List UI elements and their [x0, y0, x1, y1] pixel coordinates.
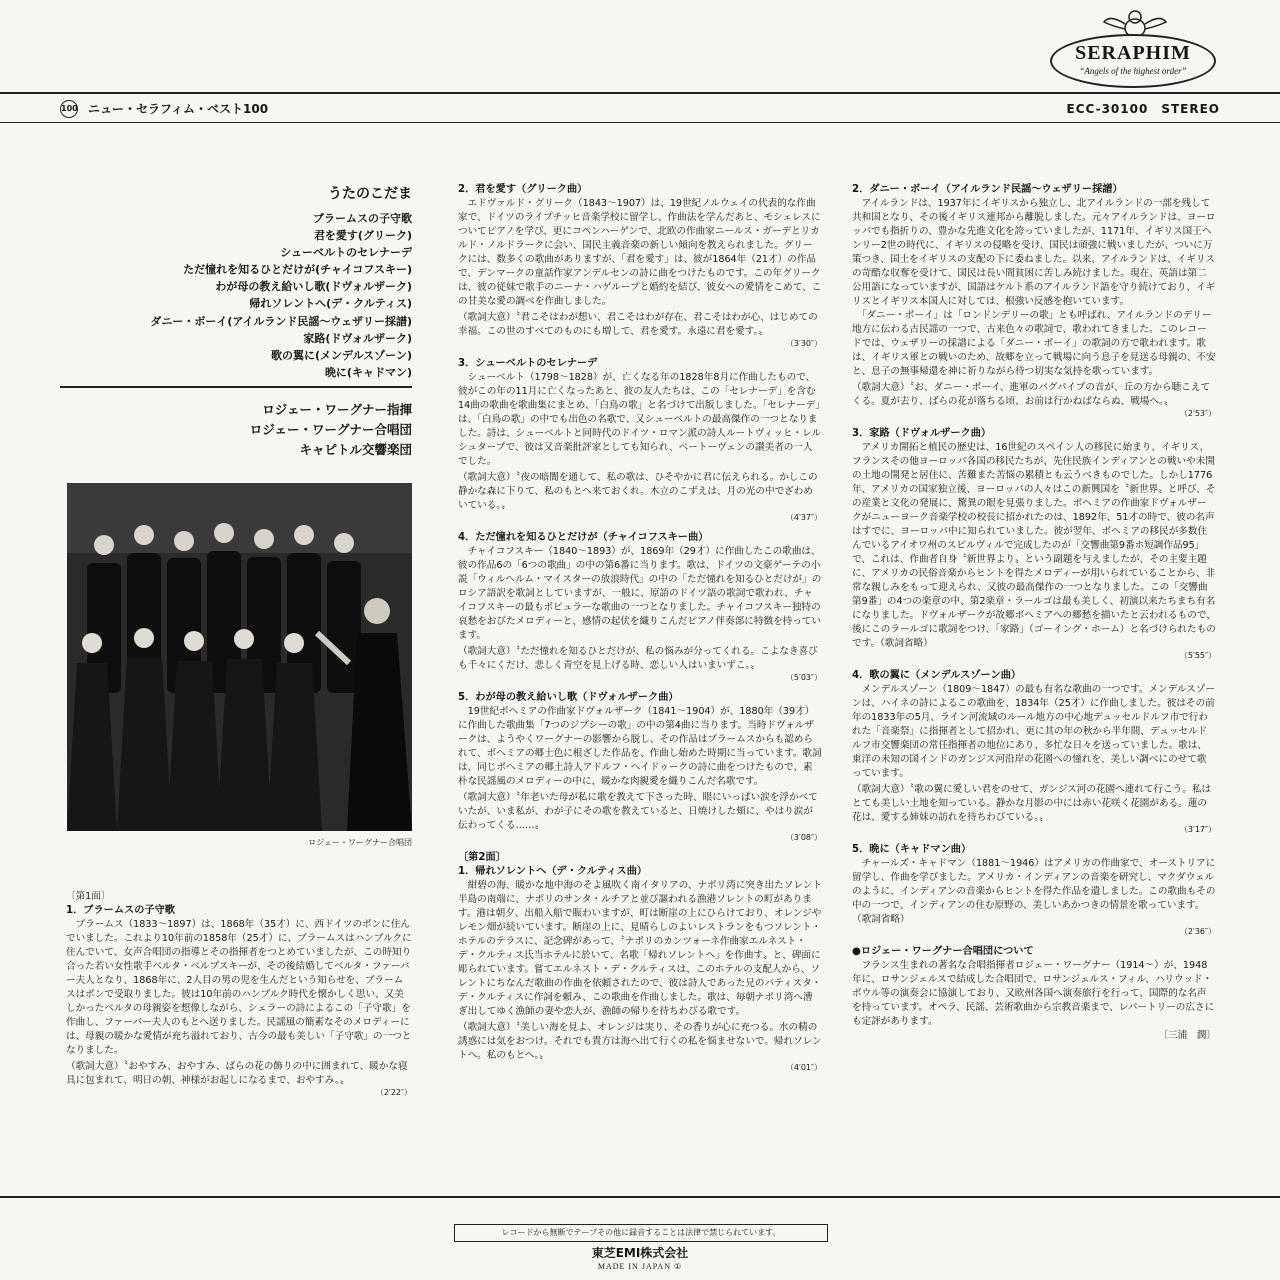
catalog-number: ECC-30100 STEREO — [1066, 102, 1220, 116]
track-description: メンデルスゾーン（1809～1847）の最も有名な歌曲の一つです。メンデルスゾーンは、ハイネの詩によるこの歌曲を、1834年（25才）に作曲しました。彼はその前年の1833年の5月、ライン河流域のルール地方の中心地デュッセルドルフ市で行われた「音楽祭」に指揮者として招かれ、更に其の年の秋から半年間、デュッセルドルフ市交響楽団の常任指揮者の地位にあり、多忙な日々を送っていました。歌は、東洋の未知の国インドのガンジス河沿岸の花園への憧れを、美しい調べにのせて歌っています。 — [852, 684, 1215, 779]
track-duration: （3′30″） — [785, 339, 822, 348]
track-heading: 4．歌の翼に（メンデルスゾーン曲） — [852, 670, 1022, 681]
track-heading: 3．家路（ドヴォルザーク曲） — [852, 428, 992, 439]
track-duration: （2′22″） — [375, 1088, 412, 1097]
about-text: フランス生まれの著名な合唱指揮者ロジェー・ワーグナー（1914～）が、1948年に、ロサンジェルスで結成した合唱団で、ロサンジェルス・フィル、ハリウッド・ボウル等の演奏会に協演しており、又欧州各国へ演奏旅行を行って、国際的な名声を持っています。オペラ、民謡、芸術歌曲から宗教音楽まで、レパートリーの広さにも定評があります。 — [852, 960, 1215, 1027]
credit-line: ロジェー・ワーグナー指揮 — [262, 402, 412, 417]
track-lyrics: （歌詞大意）〝おやすみ、おやすみ、ばらの花の飾りの中に囲まれて、暖かな寝具に包まれて、明日の朝、神様がお起しになるまで、おやすみ。〟 — [66, 1061, 408, 1086]
track-description: 紺碧の海、暖かな地中海のそよ風吹く南イタリアの、ナポリ湾に突き出たソレント半島の南端に、ナポリのサンタ・ルチアと並び謳われる漁港ソレントの町があります。港は朝夕、出船入船で賑わいますが、町は断崖の上にひらけており、オレンジやレモン畑が続いています。断崖の上に、見晴らしのよいレストランをもつソレント・ホテルのテラスに、記念碑があって、〝ナポリのカンツォーネ作曲家エルネスト・デ・クルティス氏当ホテルに於いて、名歌「帰れソレントへ」を作曲す〟と、碑面に彫られています。嘗てエルネスト・デ・クルティスは、このホテルの支配人から、ソレントにちなんだ歌曲の作曲を依頼されたので、彼は詩人であった兄のバティスタ・デ・クルティスに作詞を頼み、この歌曲を作曲しました。歌は、毎朝ナポリ湾へ漕ぎ出してゆく漁師の妻や恋人が、漁師の帰りを待ちわびる歌です。 — [458, 880, 822, 1017]
tracklist-item: わが母の教え給いし歌(ドヴォルザーク) — [215, 280, 412, 294]
track-duration: （5′55″） — [1179, 651, 1216, 660]
track-heading: 1．帰れソレントへ（デ・クルティス曲） — [458, 866, 648, 877]
bottom-rule — [0, 1196, 1280, 1198]
side-label: 〔第1面〕 — [66, 891, 111, 902]
tracklist — [60, 210, 412, 381]
about-heading: ●ロジェー・ワーグナー合唱団について — [852, 946, 1034, 957]
track-heading: 5．わが母の教え給いし歌（ドヴォルザーク曲） — [458, 692, 679, 703]
album-title: うたのこだま — [328, 186, 412, 202]
tracklist-item: 帰れソレントへ(デ・クルティス) — [249, 297, 412, 311]
company-name: 東芝EMI株式会社 — [591, 1246, 689, 1260]
track-heading: 2．君を愛す（グリーク曲） — [458, 184, 588, 195]
credit-line: ロジェー・ワーグナー合唱団 — [249, 422, 412, 437]
track-duration: （3′17″） — [1179, 825, 1216, 834]
series-bar — [60, 100, 1220, 116]
top-rule — [0, 92, 1280, 94]
series-badge: 100 — [60, 100, 78, 118]
side-label: 〔第2面〕 — [458, 852, 506, 863]
track-description: チャイコフスキー（1840～1893）が、1869年（29才）に作曲したこの歌曲は、彼の作品6の「6つの歌曲」の中の第6番に当ります。歌は、ドイツの文豪ゲーテの小説「ウィルヘルム・マイスターの放浪時代」の中の「ただ憧れを知るひとだけが」のロシア語訳を歌詞としていますが、一般に、原語のドイツ語の歌詞で歌われ、チャイコフスキーの最もポピュラーな歌曲の一つとなりました。チャイコフスキー独特の哀愁をおびたメロディーと、感情の起伏を織りこんだピアノ伴奏部に特徴を持っています。 — [458, 546, 822, 641]
tracklist-item: ただ憧れを知るひとだけが(チャイコフスキー) — [183, 263, 412, 277]
track-lyrics: （歌詞大意）〝お、ダニー・ボーイ、進軍のバグパイプの音が、丘の方から聴こえてくる。夏が去り、ばらの花が落ちる頃、お前は行かねばならぬ、戦場へ。〟 — [852, 382, 1211, 407]
tracklist-item: 歌の翼に(メンデルスゾーン) — [271, 348, 412, 362]
track-lyrics: （歌詞大意）〝君こそはわが想い、君こそはわが存在、君こそはわが心、はじめての幸福。この世のすべてのものにも増して、君を愛す。永遠に君を愛す。〟 — [458, 312, 818, 337]
brand-name: SERAPHIM — [1075, 42, 1191, 64]
track-heading: 4．ただ憧れを知るひとだけが（チャイコフスキー曲） — [458, 532, 709, 543]
performer-credits — [60, 400, 412, 460]
tracklist-item: 家路(ドヴォルザーク) — [303, 331, 412, 345]
track-heading: 5．晩に（キャドマン曲） — [852, 844, 972, 855]
photo-caption: ロジェー・ワーグナー合唱団 — [308, 838, 412, 847]
tracklist-item: ダニー・ボーイ(アイルランド民謡～ウェザリー採譜) — [150, 314, 412, 328]
tracklist-item: 晩に(キャドマン) — [324, 365, 412, 379]
track-heading: 2．ダニー・ボーイ（アイルランド民謡～ウェザリー採譜） — [852, 184, 1123, 195]
track-description: アメリカ開拓と植民の歴史は、16世紀のスペイン人の移民に始まり、イギリス、フランスその他ヨーロッパ各国の移民たちが、先住民族インディアンとの戦いや未開の土地の開発と居住に、苦難また苦悩の累積とも云うべきものでした。しかし1776年、アメリカの国家独立後、ヨーロッパの人々はこの新興国を〝新世界〟と呼び、その産業と文化の発展に、驚異の眼を見張りました。ボヘミアの作曲家ドヴォルザークがニューヨーク音楽学校の校長に招かれたのは、1892年、51才の時で、彼の名声はすでに、ヨーロッパ中に知られていました。彼が翌年、ボヘミアの移民が多数住んでいるアイオワ州のスピルヴィルで完成したのが「交響曲第9番ホ短調作品95」で、これは、作曲者自身〝新世界より〟という副題を与えましたが、その主要主題に、アメリカの民俗音楽からヒントを得たメロディーが用いられていることから、非常な親しみをもって迎えられ、又彼の最高傑作の一つとなりました。この「交響曲第9番」の4つの楽章の中、第2楽章・ラールゴは最も美しく、初演以来たちまち有名になりました。ドヴォルザークが故郷ボヘミアへの郷愁を描いたと云われるもので、後にこのラールゴに歌詞をつけ、「家路」（ゴーイング・ホーム）と名づけられたものです。（歌詞省略） — [852, 442, 1216, 649]
choir-illustration — [67, 483, 412, 831]
tracklist-item: 君を愛す(グリーク) — [313, 229, 412, 243]
left-divider — [60, 386, 412, 388]
track-duration: （2′36″） — [1179, 927, 1216, 936]
track-heading: 1．ブラームスの子守歌 — [66, 905, 175, 916]
track-lyrics: （歌詞大意）〝歌の翼に愛しい君をのせて、ガンジス河の花園へ連れて行こう。私はとても美しい土地を知っている。静かな月影の中には赤い花咲く花園がある。蓮の花は、愛する姉妹の訪れを待ちわびている。〟 — [852, 784, 1212, 823]
track-lyrics: （歌詞大意）〝ただ憧れを知るひとだけが、私の悩みが分ってくれる。こよなき喜びも千々にくだけ、悲しく青空を見上げる時、恋しい人はいまいずこ。〟 — [458, 646, 818, 671]
middle-column — [458, 183, 822, 1073]
track-description: エドヴァルド・グリーク（1843～1907）は、19世紀ノルウェイの代表的な作曲家で、ドイツのライプチッヒ音楽学校に留学し、作曲法を学んだあと、モシェレスについてピアノを学び、更にコペンハーゲンで、北欧の作曲家ニールス・ガーデとリカルド・ノルドラークに会い、国民主義音楽の新しい傾向を教えられました。グリークには、数多くの歌曲がありますが、「君を愛す」は、彼が1864年（21才）の作品で、デンマークの童話作家アンデルセンの詩に曲をつけたものです。この年グリークは、彼の従妹で歌手のニーナ・ハゲループと婚約を結び、彼女への愛情をこめて、この甘美な愛の調べを作曲しました。 — [458, 198, 822, 307]
track-duration: （4′01″） — [785, 1063, 822, 1072]
track-duration: （2′53″） — [1179, 409, 1216, 418]
tracklist-item: シューベルトのセレナーデ — [280, 246, 412, 260]
track-duration: （3′08″） — [785, 833, 822, 842]
header-underline — [0, 122, 1280, 123]
author-signature: 〔三浦 潤〕 — [1158, 1030, 1216, 1041]
track-description: チャールズ・キャドマン（1881～1946）はアメリカの作曲家で、オーストリアに留学し、作曲を学びました。アメリカ・インディアンの音楽を研究し、マクダウェルのように、インディアンの音楽からヒントを得た作品を遺しました。この歌曲もその中の一つで、インディアンの住む原野の、美しいあかつきの情景を歌っています。（歌詞省略） — [852, 858, 1216, 925]
track-description: ブラームス（1833～1897）は、1868年（35才）に、西ドイツのボンに住んでいました。これより10年前の1858年（25才）に、ブラームスはハンブルクに住んでいて、女声合唱団の指導とその指揮者をつとめていましたが、この時知り合った若い女性歌手ベルタ・ベルプスキーが、その後結婚してベルタ・ファーバー夫人となり、1868年に、2人目の男の児を生んだという知らせを、ブラームスはボンで受取りました。彼は10年前のハンブルク時代を懐かしく思い、又美しかったベルタの母親姿を想像しながら、シェラーの詩によるこの「子守歌」を作曲し、ファーバー夫人のもとへ送りました。民謡風の簡素なそのメロディーには、母親の暖かな愛情が充ち溢れており、古今の最も美しい「子守歌」の一つとなりました。 — [66, 919, 412, 1056]
track-description: シューベルト（1798～1828）が、亡くなる年の1828年8月に作曲したもので、彼がこの年の11月に亡くなったあと、彼の友人たちは、この「セレナーデ」を含む14曲の歌曲を歌曲集にまとめ、「白鳥の歌」と名づけて出版しました。「セレナーデ」は、「白鳥の歌」の中でも出色の名歌で、又シューベルトの最高傑作の一つとなりました。詩は、シューベルトと同時代のドイツ・ロマン派の詩人ルートヴィッヒ・レルシュタープで、彼は又音楽批評家としても知られ、ベートーヴェンの讃美者の一人でした。 — [458, 372, 822, 467]
track-heading: 3．シューベルトのセレナーデ — [458, 358, 598, 369]
track-lyrics: （歌詞大意）〝美しい海を見よ、オレンジは実り、その香りが心に充つる。水の精の誘惑には気をおつけ。それでも貴方は海へ出て行くの私を悩ませないで。帰れソレントへ。私のもとへ。〟 — [458, 1022, 822, 1061]
seraphim-logo — [1040, 8, 1230, 90]
track-description: 「ダニー・ボーイ」は「ロンドンデリーの歌」とも呼ばれ、アイルランドのデリー地方に伝わる古民謡の一つで、古来色々の歌詞で、歌われてきました。このレコードでは、ウェザリーの採譜による「ダニー・ボーイ」の歌詞の方で歌われます。歌は、イギリス軍との戦いのため、故郷を立って戦場に向う息子を見送る母親の、不安と、息子の無事帰還を神に祈りながら待つ切実な気持を歌っています。 — [852, 310, 1216, 377]
brand-tagline: “Angels of the highest order” — [1079, 66, 1187, 76]
credit-line: キャピトル交響楽団 — [299, 442, 412, 457]
tracklist-item: ブラームスの子守歌 — [313, 212, 412, 225]
track-lyrics: （歌詞大意）〝年老いた母が私に歌を教えて下さった時、眼にいっぱい涙を浮かべていたが、いま私が、わが子にその歌を教えていると、日焼けした頬に、やはり涙が伝わってくる……〟 — [458, 792, 818, 831]
track-description: 19世紀ボヘミアの作曲家ドヴォルザーク（1841～1904）が、1880年（39才）に作曲した歌曲集「7つのジプシーの歌」の中の第4曲に当ります。当時ドヴォルザークは、ようやくワーグナーの影響から脱し、その作品はブラームスからも認められて、ボヘミアの郷土色に根ざした作品を、作曲し始めた時期に当っています。歌詞は、同じボヘミアの郷土詩人アドルフ・ヘイドゥークの詩に曲をつけたもので、素朴な民謡風のメロディーの中に、暖かな肉親愛を織りこんだ名歌です。 — [458, 706, 822, 787]
made-in-japan: MADE IN JAPAN ① — [597, 1262, 683, 1271]
series-title: ニュー・セラフィム・ベスト100 — [88, 102, 269, 116]
side1-section — [66, 890, 412, 1098]
choir-photo — [67, 483, 412, 831]
right-column — [852, 183, 1216, 1043]
copyright-notice: レコードから無断でテープその他に録音することは法律で禁じられています。 — [454, 1224, 828, 1242]
track-lyrics: （歌詞大意）〝夜の暗闇を通して、私の歌は、ひそやかに君に伝えられる。かしこの静かな森に下りて、私のもとへ来ておくれ。木立のこずえは、月の光の中でざわめいている。〟 — [458, 472, 818, 511]
track-duration: （5′03″） — [785, 673, 822, 682]
track-duration: （4′37″） — [785, 513, 822, 522]
track-description: アイルランドは、1937年にイギリスから独立し、北アイルランドの一部を残して共和国となり、その後イギリス連邦から離脱しました。元々アイルランドは、ヨーロッパでも指折りの、豊かな先進文化を誇っていましたが、1171年、イギリス国王ヘンリー2世の時代に、イギリスの侵略を受け、国民は頑強に戦いましたが、ついに万策つき、国土をイギリスの支配の下に委ねました。以来、アイルランドは、イギリスの苛酷な収奪を受けて、国民は長い間貧困に苦しみ続けました。現在、英語は第二公用語になっていますが、国語はケルト系のアイルランド語を守り続けており、イギリスとイギリス本国人に対しては、根強い反感を抱いています。 — [852, 198, 1216, 307]
